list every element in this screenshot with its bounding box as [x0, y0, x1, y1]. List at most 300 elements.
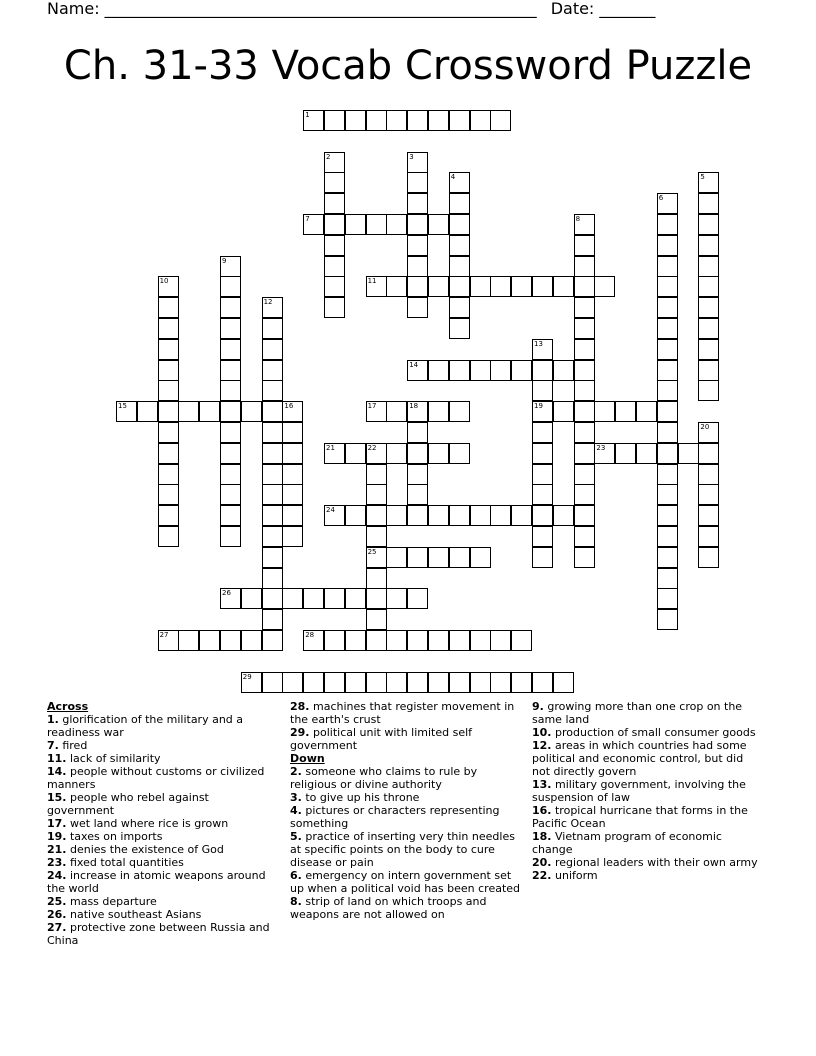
grid-cell[interactable]	[657, 443, 678, 464]
grid-cell[interactable]	[449, 547, 470, 568]
clue-column-2	[290, 700, 523, 921]
grid-cell[interactable]	[449, 235, 470, 256]
grid-cell[interactable]	[262, 401, 283, 422]
grid-cell[interactable]	[657, 609, 678, 630]
clue-item-text: taxes on imports	[66, 830, 163, 843]
clue-item	[47, 739, 279, 752]
grid-cell[interactable]	[449, 672, 470, 693]
grid-cell[interactable]	[698, 484, 719, 505]
grid-cell[interactable]	[158, 401, 179, 422]
clue-number: 10	[159, 277, 169, 286]
grid-cell[interactable]	[262, 422, 283, 443]
grid-cell[interactable]	[511, 276, 532, 297]
clue-item-text: machines that register movement in the earth's crust	[290, 700, 515, 726]
grid-cell[interactable]	[470, 360, 491, 381]
clue-item-text: lack of similarity	[66, 752, 161, 765]
grid-cell[interactable]	[282, 464, 303, 485]
grid-cell[interactable]	[262, 464, 283, 485]
clue-number: 6	[658, 194, 664, 203]
grid-cell[interactable]	[178, 401, 199, 422]
grid-cell[interactable]	[366, 110, 387, 131]
grid-cell[interactable]	[345, 630, 366, 651]
grid-cell[interactable]	[158, 318, 179, 339]
grid-cell[interactable]	[428, 443, 449, 464]
grid-cell[interactable]	[698, 464, 719, 485]
grid-cell[interactable]	[657, 464, 678, 485]
grid-cell[interactable]	[449, 360, 470, 381]
clue-item-text: production of small consumer goods	[551, 726, 756, 739]
clue-item-number: 5.	[290, 830, 302, 843]
grid-cell[interactable]	[407, 422, 428, 443]
grid-cell[interactable]	[636, 401, 657, 422]
clue-item-text: protective zone between Russia and China	[47, 921, 270, 947]
grid-cell[interactable]	[345, 443, 366, 464]
grid-cell[interactable]	[574, 297, 595, 318]
grid-cell[interactable]	[220, 630, 241, 651]
grid-cell[interactable]	[449, 443, 470, 464]
grid-cell[interactable]	[407, 484, 428, 505]
grid-cell[interactable]	[199, 401, 220, 422]
grid-cell[interactable]	[366, 588, 387, 609]
grid-cell[interactable]	[386, 547, 407, 568]
grid-cell[interactable]	[449, 110, 470, 131]
grid-cell[interactable]	[366, 484, 387, 505]
clue-item-number: 28.	[290, 700, 310, 713]
grid-cell[interactable]	[386, 276, 407, 297]
grid-cell[interactable]	[407, 297, 428, 318]
clue-item	[47, 830, 279, 843]
grid-cell[interactable]	[345, 214, 366, 235]
grid-cell[interactable]	[428, 505, 449, 526]
grid-cell[interactable]	[324, 297, 345, 318]
grid-cell[interactable]	[490, 505, 511, 526]
clue-number: 23	[596, 443, 606, 452]
grid-cell[interactable]	[532, 547, 553, 568]
grid-cell[interactable]	[574, 235, 595, 256]
clue-number: 24	[326, 506, 335, 515]
clue-item-number: 19.	[47, 830, 67, 843]
grid-cell[interactable]	[657, 568, 678, 589]
grid-cell[interactable]	[698, 380, 719, 401]
grid-cell[interactable]	[449, 401, 470, 422]
grid-cell[interactable]	[553, 401, 574, 422]
grid-cell[interactable]	[220, 401, 241, 422]
grid-cell[interactable]	[324, 110, 345, 131]
clue-number: 28	[305, 631, 315, 639]
grid-cell[interactable]	[428, 547, 449, 568]
grid-cell[interactable]	[698, 318, 719, 339]
grid-cell[interactable]	[490, 360, 511, 381]
clue-number: 2	[326, 152, 331, 161]
grid-cell[interactable]	[574, 422, 595, 443]
grid-cell[interactable]	[262, 588, 283, 609]
grid-cell[interactable]	[324, 276, 345, 297]
grid-cell[interactable]	[345, 110, 366, 131]
grid-cell[interactable]	[594, 401, 615, 422]
grid-cell[interactable]	[303, 588, 324, 609]
clue-item	[47, 791, 279, 817]
grid-cell[interactable]	[574, 443, 595, 464]
grid-cell[interactable]	[282, 484, 303, 505]
grid-cell[interactable]	[428, 672, 449, 693]
grid-cell[interactable]	[490, 276, 511, 297]
date-field[interactable]: Date: _______	[550, 0, 656, 18]
grid-cell[interactable]	[511, 630, 532, 651]
grid-cell[interactable]	[407, 214, 428, 235]
grid-cell[interactable]	[324, 214, 345, 235]
clue-number: 26	[222, 589, 231, 598]
grid-cell[interactable]	[511, 672, 532, 693]
across-heading: Across	[47, 700, 89, 713]
grid-cell[interactable]	[158, 380, 179, 401]
grid-cell[interactable]	[366, 672, 387, 693]
grid-cell[interactable]	[574, 339, 595, 360]
grid-cell[interactable]	[366, 505, 387, 526]
grid-cell[interactable]	[428, 214, 449, 235]
grid-cell[interactable]	[324, 172, 345, 193]
grid-cell[interactable]	[449, 256, 470, 277]
grid-cell[interactable]	[407, 235, 428, 256]
grid-cell[interactable]	[449, 297, 470, 318]
grid-cell[interactable]	[324, 256, 345, 277]
grid-cell[interactable]	[386, 401, 407, 422]
grid-cell[interactable]	[220, 297, 241, 318]
grid-cell[interactable]	[262, 443, 283, 464]
grid-cell[interactable]	[532, 422, 553, 443]
grid-cell[interactable]	[698, 297, 719, 318]
grid-cell[interactable]	[220, 422, 241, 443]
grid-cell[interactable]	[262, 526, 283, 547]
grid-cell[interactable]	[262, 360, 283, 381]
clue-item-number: 4.	[290, 804, 302, 817]
grid-cell[interactable]	[532, 360, 553, 381]
grid-cell[interactable]	[698, 256, 719, 277]
grid-cell[interactable]	[574, 360, 595, 381]
grid-cell[interactable]	[241, 401, 262, 422]
clue-item-text: fixed total quantities	[66, 856, 184, 869]
grid-cell[interactable]	[324, 588, 345, 609]
grid-cell[interactable]	[553, 672, 574, 693]
grid-cell[interactable]	[574, 318, 595, 339]
grid-cell[interactable]	[262, 609, 283, 630]
grid-cell[interactable]	[657, 380, 678, 401]
grid-cell[interactable]	[407, 276, 428, 297]
grid-cell[interactable]	[220, 464, 241, 485]
grid-cell[interactable]	[241, 588, 262, 609]
clue-item	[47, 713, 279, 739]
grid-cell[interactable]	[345, 588, 366, 609]
grid-cell[interactable]	[574, 464, 595, 485]
grid-cell[interactable]	[220, 276, 241, 297]
grid-cell[interactable]	[698, 214, 719, 235]
grid-cell[interactable]	[220, 484, 241, 505]
grid-cell[interactable]	[449, 630, 470, 651]
name-field[interactable]: Name: ______________________________________________________	[47, 0, 537, 18]
grid-cell[interactable]	[428, 401, 449, 422]
puzzle-title: Ch. 31-33 Vocab Crossword Puzzle	[63, 43, 753, 89]
grid-cell[interactable]	[574, 256, 595, 277]
grid-cell[interactable]	[553, 505, 574, 526]
grid-cell[interactable]	[678, 443, 699, 464]
clue-item-text: pictures or characters representing something	[290, 804, 500, 830]
grid-cell[interactable]	[220, 443, 241, 464]
clue-number: 25	[367, 547, 377, 556]
clue-item-number: 12.	[532, 739, 552, 752]
grid-cell[interactable]	[532, 526, 553, 547]
grid-cell[interactable]	[657, 214, 678, 235]
grid-cell[interactable]	[262, 672, 283, 693]
grid-cell[interactable]	[158, 484, 179, 505]
clue-column-3	[532, 700, 762, 882]
grid-cell[interactable]	[262, 630, 283, 651]
grid-cell[interactable]	[574, 526, 595, 547]
clue-item-number: 23.	[47, 856, 67, 869]
clue-item	[47, 817, 279, 830]
grid-cell[interactable]	[386, 588, 407, 609]
grid-cell[interactable]	[657, 256, 678, 277]
grid-cell[interactable]	[657, 547, 678, 568]
grid-cell[interactable]	[698, 360, 719, 381]
grid-cell[interactable]	[428, 110, 449, 131]
clue-number: 9	[222, 256, 227, 265]
grid-cell[interactable]	[158, 505, 179, 526]
clue-number: 27	[159, 631, 169, 639]
grid-cell[interactable]	[657, 318, 678, 339]
grid-cell[interactable]	[574, 276, 595, 297]
grid-cell[interactable]	[532, 505, 553, 526]
grid-cell[interactable]	[324, 235, 345, 256]
grid-cell[interactable]	[657, 505, 678, 526]
grid-cell[interactable]	[407, 464, 428, 485]
grid-cell[interactable]	[490, 110, 511, 131]
grid-cell[interactable]	[345, 672, 366, 693]
grid-cell[interactable]	[407, 505, 428, 526]
grid-cell[interactable]	[532, 484, 553, 505]
grid-cell[interactable]	[657, 297, 678, 318]
clue-item	[290, 726, 523, 752]
clue-item-text: someone who claims to rule by religious or divine authority	[290, 765, 478, 791]
clue-item-text: increase in atomic weapons around the world	[47, 869, 266, 895]
grid-cell[interactable]	[698, 276, 719, 297]
clue-item	[47, 895, 279, 908]
clue-item	[47, 869, 279, 895]
grid-cell[interactable]	[282, 443, 303, 464]
grid-cell[interactable]	[220, 380, 241, 401]
grid-cell[interactable]	[262, 547, 283, 568]
grid-cell[interactable]	[511, 505, 532, 526]
grid-cell[interactable]	[449, 193, 470, 214]
grid-cell[interactable]	[199, 630, 220, 651]
grid-cell[interactable]	[407, 443, 428, 464]
clue-item	[290, 700, 523, 726]
grid-cell[interactable]	[366, 609, 387, 630]
grid-cell[interactable]	[574, 547, 595, 568]
grid-cell[interactable]	[657, 360, 678, 381]
clue-item-text: military government, involving the suspension of law	[532, 778, 746, 804]
grid-cell[interactable]	[470, 547, 491, 568]
grid-cell[interactable]	[158, 422, 179, 443]
clue-number: 16	[284, 402, 294, 411]
clue-number: 7	[305, 215, 310, 223]
clue-item-text: people without customs or civilized manners	[47, 765, 265, 791]
grid-cell[interactable]	[386, 443, 407, 464]
grid-cell[interactable]	[158, 526, 179, 547]
grid-cell[interactable]	[657, 235, 678, 256]
grid-cell[interactable]	[407, 672, 428, 693]
grid-cell[interactable]	[470, 110, 491, 131]
grid-cell[interactable]	[490, 630, 511, 651]
grid-cell[interactable]	[615, 443, 636, 464]
grid-cell[interactable]	[303, 672, 324, 693]
clue-item-text: strip of land on which troops and weapons are not allowed on	[290, 895, 487, 921]
grid-cell[interactable]	[407, 193, 428, 214]
clue-item-number: 13.	[532, 778, 552, 791]
grid-cell[interactable]	[386, 214, 407, 235]
grid-cell[interactable]	[407, 547, 428, 568]
grid-cell[interactable]	[366, 568, 387, 589]
grid-cell[interactable]	[449, 505, 470, 526]
grid-cell[interactable]	[574, 401, 595, 422]
grid-cell[interactable]	[657, 401, 678, 422]
clue-item-number: 17.	[47, 817, 67, 830]
grid-cell[interactable]	[158, 464, 179, 485]
grid-cell[interactable]	[428, 360, 449, 381]
grid-cell[interactable]	[366, 630, 387, 651]
grid-cell[interactable]	[386, 110, 407, 131]
grid-cell[interactable]	[262, 339, 283, 360]
grid-cell[interactable]	[220, 526, 241, 547]
grid-cell[interactable]	[366, 464, 387, 485]
grid-cell[interactable]	[282, 672, 303, 693]
grid-cell[interactable]	[657, 484, 678, 505]
grid-cell[interactable]	[698, 526, 719, 547]
grid-cell[interactable]	[428, 630, 449, 651]
grid-cell[interactable]	[490, 672, 511, 693]
clue-item	[47, 921, 279, 947]
grid-cell[interactable]	[574, 484, 595, 505]
grid-cell[interactable]	[262, 568, 283, 589]
grid-cell[interactable]	[262, 380, 283, 401]
grid-cell[interactable]	[636, 443, 657, 464]
grid-cell[interactable]	[282, 505, 303, 526]
grid-cell[interactable]	[470, 505, 491, 526]
grid-cell[interactable]	[532, 380, 553, 401]
grid-cell[interactable]	[574, 505, 595, 526]
grid-cell[interactable]	[657, 588, 678, 609]
grid-cell[interactable]	[324, 672, 345, 693]
clue-number: 3	[409, 152, 414, 161]
grid-cell[interactable]	[407, 588, 428, 609]
grid-cell[interactable]	[386, 672, 407, 693]
clue-item-text: emergency on intern government set up when a political void has been created	[290, 869, 521, 895]
grid-cell[interactable]	[594, 276, 615, 297]
clue-item-text: native southeast Asians	[66, 908, 202, 921]
grid-cell[interactable]	[407, 630, 428, 651]
grid-cell[interactable]	[324, 630, 345, 651]
grid-cell[interactable]	[470, 630, 491, 651]
grid-cell[interactable]	[262, 505, 283, 526]
clue-item	[532, 726, 762, 739]
grid-cell[interactable]	[657, 339, 678, 360]
clue-item-text: mass departure	[66, 895, 157, 908]
grid-cell[interactable]	[220, 360, 241, 381]
grid-cell[interactable]	[449, 214, 470, 235]
grid-cell[interactable]	[553, 360, 574, 381]
grid-cell[interactable]	[220, 318, 241, 339]
grid-cell[interactable]	[158, 297, 179, 318]
clue-number: 11	[367, 277, 377, 286]
grid-cell[interactable]	[262, 484, 283, 505]
grid-cell[interactable]	[532, 464, 553, 485]
grid-cell[interactable]	[511, 360, 532, 381]
grid-cell[interactable]	[470, 672, 491, 693]
grid-cell[interactable]	[324, 193, 345, 214]
grid-cell[interactable]	[428, 276, 449, 297]
grid-cell[interactable]	[574, 380, 595, 401]
grid-cell[interactable]	[449, 276, 470, 297]
grid-cell[interactable]	[407, 172, 428, 193]
clue-item-number: 11.	[47, 752, 67, 765]
clue-item	[532, 778, 762, 804]
grid-cell[interactable]	[345, 505, 366, 526]
grid-cell[interactable]	[137, 401, 158, 422]
grid-cell[interactable]	[657, 422, 678, 443]
grid-cell[interactable]	[220, 339, 241, 360]
clue-number: 4	[450, 173, 456, 182]
grid-cell[interactable]	[470, 276, 491, 297]
grid-cell[interactable]	[386, 505, 407, 526]
grid-cell[interactable]	[657, 276, 678, 297]
clue-number: 14	[409, 360, 419, 369]
clue-item-number: 25.	[47, 895, 67, 908]
grid-cell[interactable]	[241, 630, 262, 651]
grid-cell[interactable]	[698, 193, 719, 214]
grid-cell[interactable]	[366, 214, 387, 235]
grid-cell[interactable]	[532, 672, 553, 693]
grid-cell[interactable]	[366, 526, 387, 547]
clue-item-number: 14.	[47, 765, 67, 778]
grid-cell[interactable]	[449, 318, 470, 339]
grid-cell[interactable]	[282, 526, 303, 547]
grid-cell[interactable]	[698, 505, 719, 526]
grid-cell[interactable]	[220, 505, 241, 526]
grid-cell[interactable]	[407, 110, 428, 131]
clue-item-number: 6.	[290, 869, 302, 882]
grid-cell[interactable]	[282, 422, 303, 443]
clue-item-number: 1.	[47, 713, 59, 726]
grid-cell[interactable]	[407, 256, 428, 277]
grid-cell[interactable]	[698, 339, 719, 360]
grid-cell[interactable]	[698, 547, 719, 568]
grid-cell[interactable]	[698, 443, 719, 464]
clue-item-text: denies the existence of God	[66, 843, 224, 856]
clue-number: 5	[700, 173, 705, 182]
grid-cell[interactable]	[615, 401, 636, 422]
grid-cell[interactable]	[262, 318, 283, 339]
grid-cell[interactable]	[158, 443, 179, 464]
grid-cell[interactable]	[178, 630, 199, 651]
grid-cell[interactable]	[553, 276, 574, 297]
grid-cell[interactable]	[657, 526, 678, 547]
grid-cell[interactable]	[532, 276, 553, 297]
clue-item	[532, 869, 762, 882]
grid-cell[interactable]	[532, 443, 553, 464]
grid-cell[interactable]	[158, 339, 179, 360]
grid-cell[interactable]	[282, 588, 303, 609]
grid-cell[interactable]	[158, 360, 179, 381]
grid-cell[interactable]	[386, 630, 407, 651]
grid-cell[interactable]	[698, 235, 719, 256]
